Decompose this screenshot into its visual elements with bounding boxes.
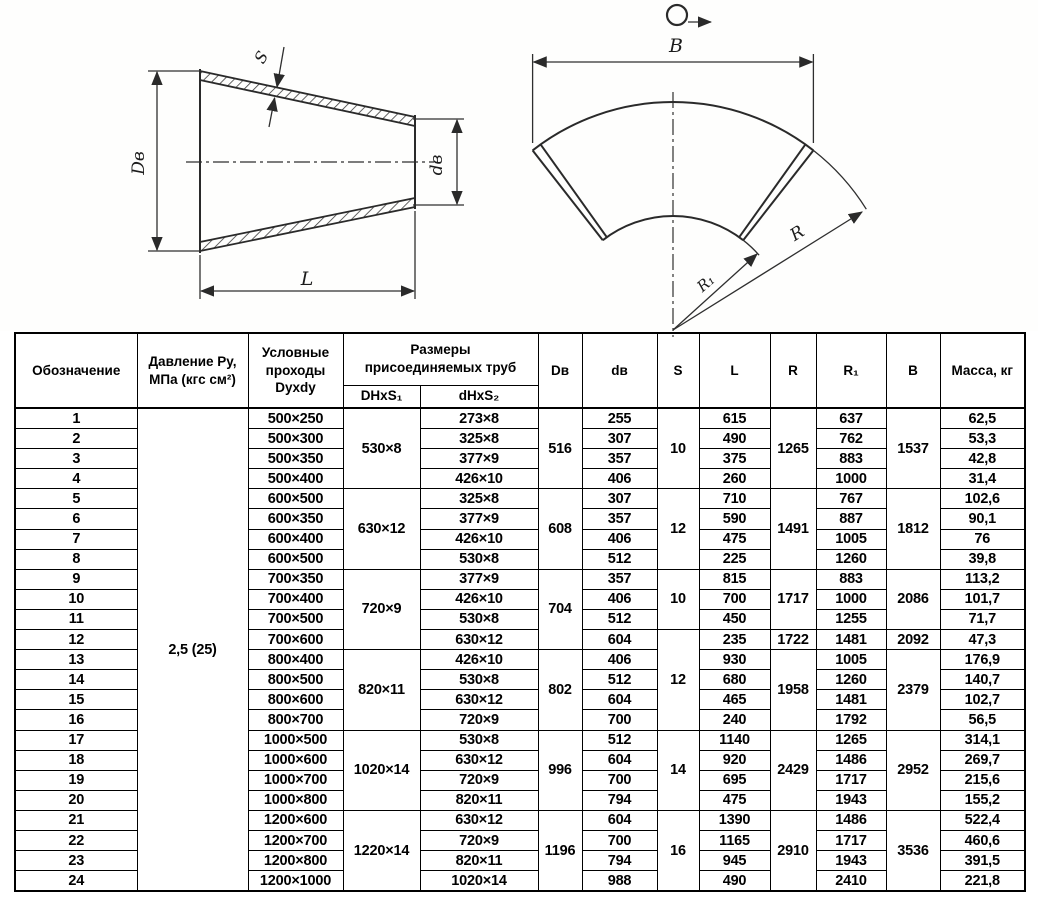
cell-b-merged: 3536 [886,810,940,891]
cell-dyxdy: 700×500 [248,609,343,629]
cell-dv-inner: 794 [582,790,657,810]
cell-b-merged: 2379 [886,650,940,730]
label-inner-radius: R₁ [693,270,719,296]
cell-dv-inner: 406 [582,589,657,609]
cell-dhxs2: 377×9 [420,509,538,529]
cell-designation: 18 [15,750,137,770]
cell-designation: 1 [15,408,137,429]
cell-r1: 767 [816,489,886,509]
cell-designation: 21 [15,810,137,830]
cell-mass: 47,3 [940,630,1025,650]
radius-outer-arrow [673,212,862,330]
cell-dv-inner: 604 [582,750,657,770]
cell-dhxs2: 530×8 [420,609,538,629]
header-dv: Dв [538,333,582,408]
cell-dyxdy: 1000×800 [248,790,343,810]
cell-dv-merged: 704 [538,569,582,649]
cell-dhxs2: 820×11 [420,851,538,871]
cell-l: 475 [699,529,770,549]
table-row [15,408,1025,429]
cell-dhxs2: 377×9 [420,449,538,469]
cell-designation: 15 [15,690,137,710]
cell-pressure-merged: 2,5 (25) [137,408,248,891]
cell-r1: 1792 [816,710,886,730]
cell-dv-inner: 307 [582,489,657,509]
cell-dyxdy: 500×300 [248,429,343,449]
cell-l: 235 [699,630,770,650]
label-outer-radius: R [786,221,809,246]
cell-r-merged: 1722 [770,630,816,650]
cell-r1: 1943 [816,851,886,871]
cell-mass: 391,5 [940,851,1025,871]
cell-designation: 20 [15,790,137,810]
cell-dv-inner: 357 [582,449,657,469]
cell-r1: 883 [816,569,886,589]
cell-r1: 1943 [816,790,886,810]
cell-dhxs2: 1020×14 [420,871,538,892]
cell-designation: 2 [15,429,137,449]
header-dhxs1: DHxS₁ [343,385,420,408]
header-dv-inner: dв [582,333,657,408]
cell-mass: 460,6 [940,830,1025,850]
cell-dyxdy: 600×400 [248,529,343,549]
cell-l: 615 [699,408,770,429]
cell-r1: 1486 [816,750,886,770]
cell-dyxdy: 1200×600 [248,810,343,830]
cell-r1: 1005 [816,529,886,549]
cell-dv-inner: 255 [582,408,657,429]
cell-s-merged: 14 [657,730,699,810]
thickness-leader-upper [277,47,284,87]
cell-l: 710 [699,489,770,509]
cell-l: 490 [699,429,770,449]
cell-dyxdy: 1000×500 [248,730,343,750]
table-body [15,408,1025,891]
cell-dv-inner: 604 [582,630,657,650]
label-wall-thickness: S [250,47,273,67]
cell-mass: 140,7 [940,670,1025,690]
cell-r1: 1005 [816,650,886,670]
header-connected-pipe-sizes [343,333,538,385]
cell-b-merged: 2952 [886,730,940,810]
bend-right-end-face [743,150,813,240]
cone-bottom-wall [200,198,415,251]
cell-r-merged: 1265 [770,408,816,489]
cell-mass: 71,7 [940,609,1025,629]
cell-mass: 269,7 [940,750,1025,770]
cell-r1: 883 [816,449,886,469]
cell-dhxs2: 630×12 [420,630,538,650]
cell-mass: 221,8 [940,871,1025,892]
cell-l: 590 [699,509,770,529]
cell-dhxs2: 630×12 [420,750,538,770]
cell-dhxs2: 720×9 [420,830,538,850]
cell-dhxs2: 325×8 [420,429,538,449]
cell-b-merged: 2086 [886,569,940,629]
header-pressure [137,333,248,408]
cell-mass: 176,9 [940,650,1025,670]
cone-reducer-diagram [100,5,500,325]
view-direction-icon [667,5,687,25]
cell-r-merged: 1491 [770,489,816,569]
cell-dhxs1-merged: 720×9 [343,569,420,649]
cell-dv-inner: 307 [582,429,657,449]
cell-l: 930 [699,650,770,670]
cell-mass: 314,1 [940,730,1025,750]
cell-r1: 887 [816,509,886,529]
cell-dv-merged: 996 [538,730,582,810]
cell-s-merged: 10 [657,408,699,489]
header-nominal-line3: Dyxdy [275,380,316,396]
cell-dyxdy: 500×250 [248,408,343,429]
cell-s-merged: 10 [657,569,699,629]
cell-mass: 155,2 [940,790,1025,810]
bend-left-end-face-inner [541,144,607,237]
cell-mass: 113,2 [940,569,1025,589]
cell-mass: 522,4 [940,810,1025,830]
cell-l: 815 [699,569,770,589]
cell-dv-merged: 802 [538,650,582,730]
cell-mass: 101,7 [940,589,1025,609]
cell-dyxdy: 800×400 [248,650,343,670]
cell-l: 1390 [699,810,770,830]
cell-l: 450 [699,609,770,629]
cell-designation: 3 [15,449,137,469]
dimensions-table [14,332,1026,892]
cell-l: 490 [699,871,770,892]
cell-l: 1165 [699,830,770,850]
cell-r1: 1255 [816,609,886,629]
cell-l: 700 [699,589,770,609]
cell-dv-inner: 512 [582,549,657,569]
cell-dv-inner: 406 [582,469,657,489]
cell-dv-inner: 357 [582,569,657,589]
cell-designation: 24 [15,871,137,892]
cell-r1: 1486 [816,810,886,830]
label-small-diameter: dв [427,154,447,176]
cell-mass: 42,8 [940,449,1025,469]
cell-mass: 76 [940,529,1025,549]
header-b: B [886,333,940,408]
cell-r1: 1481 [816,690,886,710]
cell-dhxs2: 426×10 [420,589,538,609]
cell-designation: 17 [15,730,137,750]
cell-dyxdy: 1000×600 [248,750,343,770]
bend-left-end-face [533,150,603,240]
cell-mass: 53,3 [940,429,1025,449]
cell-dhxs2: 720×9 [420,770,538,790]
cell-r1: 1717 [816,830,886,850]
cell-r-merged: 2910 [770,810,816,891]
cell-s-merged: 12 [657,489,699,569]
cell-dyxdy: 600×350 [248,509,343,529]
cell-mass: 39,8 [940,549,1025,569]
header-r1: R₁ [816,333,886,408]
cell-b-merged: 1537 [886,408,940,489]
cell-r1: 1265 [816,730,886,750]
cell-designation: 5 [15,489,137,509]
cell-r1: 1000 [816,589,886,609]
cell-r1: 637 [816,408,886,429]
cell-dv-inner: 700 [582,710,657,730]
cell-dhxs2: 377×9 [420,569,538,589]
header-r: R [770,333,816,408]
cell-l: 1140 [699,730,770,750]
cell-r-merged: 1717 [770,569,816,629]
cell-dhxs2: 820×11 [420,790,538,810]
header-nominal-bore [248,333,343,408]
header-s: S [657,333,699,408]
cell-dyxdy: 1000×700 [248,770,343,790]
cell-dyxdy: 700×350 [248,569,343,589]
cell-r-merged: 1958 [770,650,816,730]
cell-designation: 12 [15,630,137,650]
cell-dhxs2: 530×8 [420,549,538,569]
cell-dhxs1-merged: 530×8 [343,408,420,489]
cell-r1: 2410 [816,871,886,892]
label-width: B [669,35,683,57]
cell-designation: 14 [15,670,137,690]
cell-dv-merged: 516 [538,408,582,489]
header-designation: Обозначение [15,333,137,408]
cell-dhxs2: 630×12 [420,810,538,830]
cell-dyxdy: 1200×700 [248,830,343,850]
cell-mass: 90,1 [940,509,1025,529]
cell-designation: 16 [15,710,137,730]
cell-mass: 31,4 [940,469,1025,489]
header-dhxs2: dHxS₂ [420,385,538,408]
header-nominal-line1: Условные [261,344,330,360]
cell-dhxs2: 325×8 [420,489,538,509]
cell-dv-inner: 512 [582,730,657,750]
cell-designation: 10 [15,589,137,609]
label-length: L [300,268,314,290]
cell-l: 225 [699,549,770,569]
bend-inner-arc-extension [743,240,759,255]
header-l: L [699,333,770,408]
cell-dhxs2: 720×9 [420,710,538,730]
cell-r1: 1260 [816,549,886,569]
cell-r1: 1260 [816,670,886,690]
cell-mass: 102,6 [940,489,1025,509]
cell-dyxdy: 700×600 [248,630,343,650]
cell-l: 260 [699,469,770,489]
cell-designation: 9 [15,569,137,589]
bend-outer-arc-extension [813,150,866,209]
cell-mass: 56,5 [940,710,1025,730]
cell-s-merged: 12 [657,630,699,730]
cell-l: 465 [699,690,770,710]
cell-dv-merged: 608 [538,489,582,569]
cell-dyxdy: 1200×800 [248,851,343,871]
cell-mass: 102,7 [940,690,1025,710]
cell-dv-inner: 357 [582,509,657,529]
cell-dhxs1-merged: 1220×14 [343,810,420,891]
header-pressure-line1: Давление Ру, [148,353,237,369]
thickness-leader-lower [269,98,275,127]
cell-dv-inner: 604 [582,690,657,710]
cell-l: 695 [699,770,770,790]
cell-dv-inner: 512 [582,609,657,629]
cell-designation: 7 [15,529,137,549]
cell-dv-inner: 988 [582,871,657,892]
cell-dhxs1-merged: 1020×14 [343,730,420,810]
cell-l: 375 [699,449,770,469]
cell-dv-inner: 700 [582,830,657,850]
header-sizes-line1: Размеры [410,342,471,358]
cell-dhxs2: 426×10 [420,469,538,489]
cell-designation: 13 [15,650,137,670]
header-nominal-line2: проходы [265,362,326,378]
cell-dyxdy: 600×500 [248,549,343,569]
cell-designation: 19 [15,770,137,790]
cell-dhxs1-merged: 820×11 [343,650,420,730]
cone-top-wall [200,71,415,126]
cell-s-merged: 16 [657,810,699,891]
cell-dv-inner: 604 [582,810,657,830]
cell-mass: 62,5 [940,408,1025,429]
cell-l: 945 [699,851,770,871]
radius-inner-arrow [673,254,757,330]
cell-designation: 8 [15,549,137,569]
cell-b-merged: 2092 [886,630,940,650]
cell-designation: 4 [15,469,137,489]
cell-dhxs2: 426×10 [420,650,538,670]
cell-dhxs2: 273×8 [420,408,538,429]
technical-drawings-panel [0,0,1038,331]
cell-designation: 23 [15,851,137,871]
cell-designation: 11 [15,609,137,629]
cell-dv-inner: 406 [582,650,657,670]
cell-dv-inner: 512 [582,670,657,690]
cell-l: 240 [699,710,770,730]
cell-r1: 1000 [816,469,886,489]
cell-mass: 215,6 [940,770,1025,790]
bend-sector-diagram [510,0,920,341]
cell-dyxdy: 500×350 [248,449,343,469]
cell-dv-inner: 406 [582,529,657,549]
cell-designation: 6 [15,509,137,529]
cell-l: 680 [699,670,770,690]
cell-b-merged: 1812 [886,489,940,569]
cell-dyxdy: 800×700 [248,710,343,730]
cell-r1: 1717 [816,770,886,790]
cell-r1: 762 [816,429,886,449]
cell-dyxdy: 800×500 [248,670,343,690]
cell-l: 920 [699,750,770,770]
cell-r-merged: 2429 [770,730,816,810]
cell-dyxdy: 800×600 [248,690,343,710]
label-large-diameter: Dв [129,151,149,175]
header-sizes-line2: присоединяемых труб [364,360,517,376]
cell-l: 475 [699,790,770,810]
cell-dyxdy: 700×400 [248,589,343,609]
cell-dv-inner: 700 [582,770,657,790]
header-pressure-line2: МПа (кгс см²) [149,371,236,387]
cell-dhxs2: 426×10 [420,529,538,549]
table-header [15,333,1025,408]
header-mass: Масса, кг [940,333,1025,408]
cell-dhxs2: 530×8 [420,730,538,750]
cell-dhxs2: 530×8 [420,670,538,690]
cell-dyxdy: 600×500 [248,489,343,509]
cell-dhxs2: 630×12 [420,690,538,710]
cell-dv-inner: 794 [582,851,657,871]
cell-dhxs1-merged: 630×12 [343,489,420,569]
cell-dyxdy: 1200×1000 [248,871,343,892]
cell-dv-merged: 1196 [538,810,582,891]
cell-r1: 1481 [816,630,886,650]
cell-dyxdy: 500×400 [248,469,343,489]
cell-designation: 22 [15,830,137,850]
